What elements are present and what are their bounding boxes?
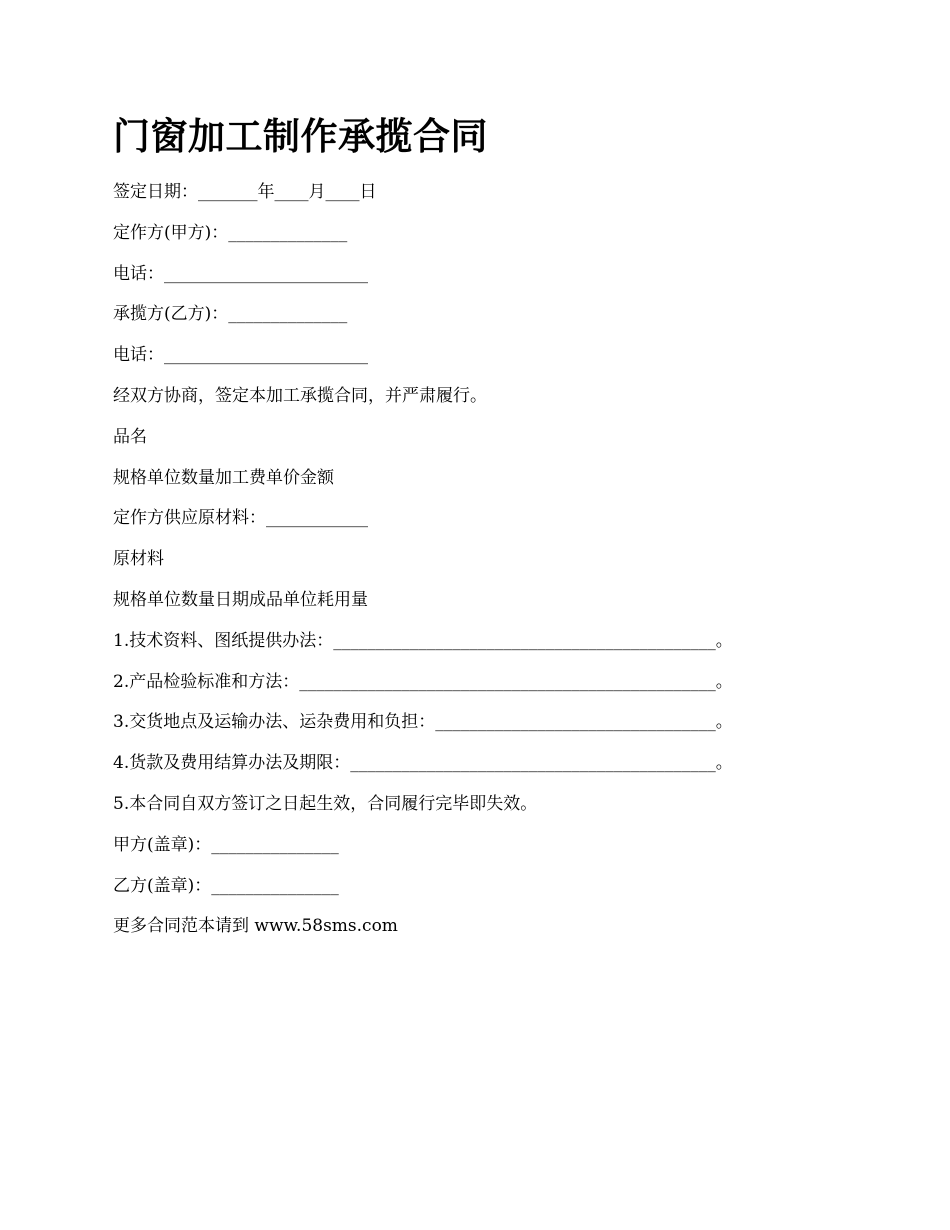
raw-material-heading: 原材料 bbox=[113, 549, 164, 570]
contract-title: 门窗加工制作承揽合同 bbox=[113, 114, 488, 158]
product-name-heading: 品名 bbox=[113, 426, 147, 447]
raw-material-columns-line: 规格单位数量日期成品单位耗用量 bbox=[113, 589, 368, 610]
party-b-seal-line: 乙方(盖章)：_______________ bbox=[113, 875, 339, 896]
raw-material-supply-line: 定作方供应原材料：____________ bbox=[113, 508, 368, 529]
footer-website-line: 更多合同范本请到 www.58sms.com bbox=[113, 916, 398, 937]
clause-5: 5.本合同自双方签订之日起生效，合同履行完毕即失效。 bbox=[113, 793, 538, 814]
party-a-line: 定作方(甲方)：______________ bbox=[113, 222, 348, 243]
clause-1: 1.技术资料、图纸提供办法：_____________________________________________。 bbox=[113, 630, 733, 651]
clause-2: 2.产品检验标准和方法：_________________________________________________。 bbox=[113, 671, 733, 692]
party-b-phone-line: 电话：________________________ bbox=[113, 345, 368, 366]
clause-4: 4.货款及费用结算办法及期限：___________________________________________。 bbox=[113, 753, 733, 774]
signing-date-line: 签定日期：_______年____月____日 bbox=[113, 182, 377, 202]
party-b-line: 承揽方(乙方)：______________ bbox=[113, 304, 348, 325]
party-a-phone-line: 电话：________________________ bbox=[113, 263, 368, 284]
clause-3: 3.交货地点及运输办法、运杂费用和负担：_________________________________。 bbox=[113, 712, 733, 733]
product-columns-line: 规格单位数量加工费单价金额 bbox=[113, 467, 334, 488]
contract-body bbox=[113, 172, 733, 947]
agreement-statement: 经双方协商，签定本加工承揽合同，并严肃履行。 bbox=[113, 385, 487, 406]
party-a-seal-line: 甲方(盖章)：_______________ bbox=[113, 834, 339, 855]
